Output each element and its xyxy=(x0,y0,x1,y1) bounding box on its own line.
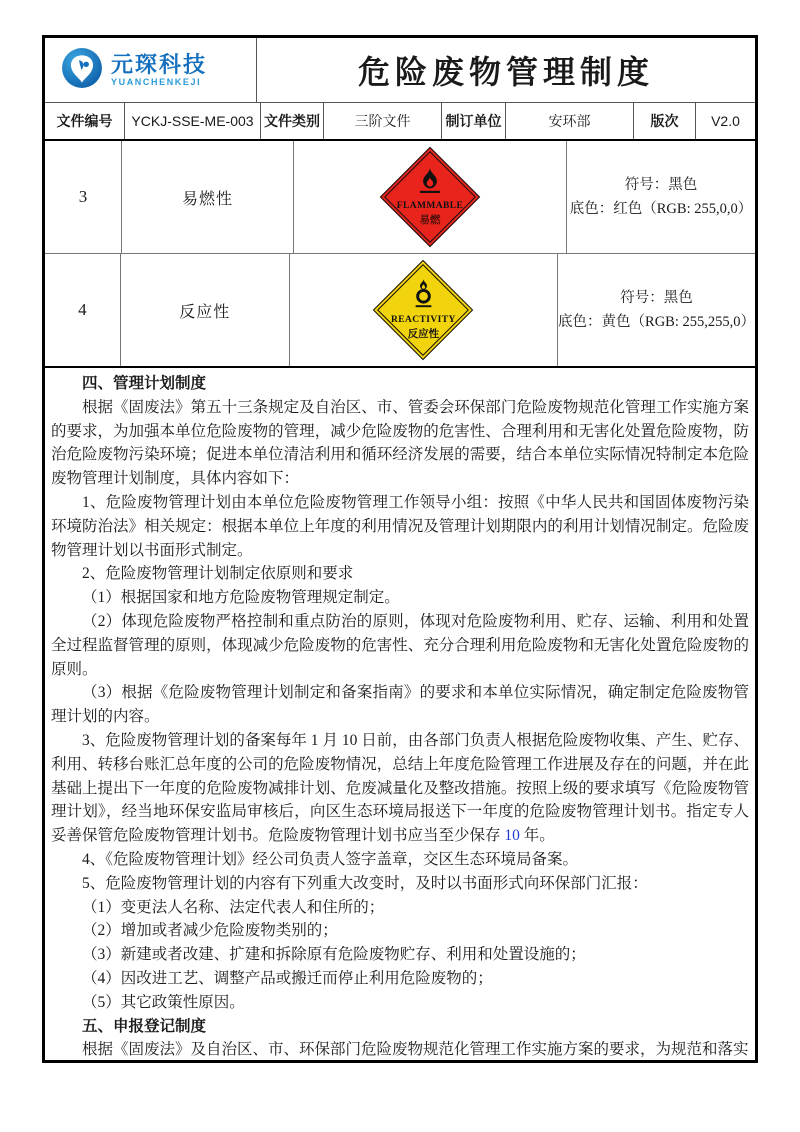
body-paragraph: （3）新建或者改建、扩建和拆除原有危险废物贮存、利用和处置设施的； xyxy=(82,946,586,964)
body-paragraph: 4、《危险废物管理计划》经公司负责人签字盖章，交区生态环境局备案。 xyxy=(82,850,579,868)
company-name-block xyxy=(111,51,208,87)
body-paragraph: （5）其它政策性原因。 xyxy=(82,993,245,1011)
body-paragraph: 根据《固废法》第五十三条规定及自治区、市、管委会环保部门危险废物规范化管理工作实施方案的要求，为加强本单位危险废物的管理，减少危险废物的危害性、合理利用和无害化处置危险废物，防治危险废物污染环境；促进本单位清洁利用和循环经济发展的需要，结合本单位实际情况特制定本危险废物管理计划制度，具体内容如下： xyxy=(51,398,749,488)
body-paragraph: 3、危险废物管理计划的备案每年 1 月 10 日前，由各部门负责人根据危险废物收集、产生、贮存、利用、转移台账汇总年度的公司的危险废物情况，总结上年度危险管理工作进展及存在的问题，并在此基础上提出下一年度的危险废物减排计划、危废减量化及整改措施。按照上级的要求填写《危险废物管理计划》，经当地环保安监局审核后，向区生态环境局报送下一年度的危险废物管理计划书。指定专人妥善保管危险废物管理计划书。危险废物管理计划书应当至少保存 10 年。 xyxy=(51,731,749,845)
flame-over-circle-icon xyxy=(410,279,437,314)
company-logo-icon xyxy=(61,47,103,94)
hazard-description-line: 底色：红色（RGB: 255,0,0） xyxy=(569,201,753,217)
body-paragraph: 5、危险废物管理计划的内容有下列重大改变时，及时以书面形式向环保部门汇报： xyxy=(82,874,648,892)
hazard-number: 4 xyxy=(45,254,121,366)
body-paragraph: （1）变更法人名称、法定代表人和住所的； xyxy=(82,898,385,916)
company-logo xyxy=(45,38,257,102)
table-row xyxy=(45,141,755,254)
section-heading: 四、管理计划制度 xyxy=(82,375,207,392)
hazard-description-line: 符号：黑色 xyxy=(624,177,698,193)
hazard-label-zh: 易燃 xyxy=(419,214,441,226)
hazard-description xyxy=(567,141,755,253)
hazard-name: 反应性 xyxy=(121,254,290,366)
meta-row xyxy=(45,103,755,141)
meta-value: YCKJ-SSE-ME-003 xyxy=(125,103,261,139)
document-body xyxy=(45,368,755,1060)
hazard-label-zh: 反应性 xyxy=(407,329,440,340)
flame-icon xyxy=(414,168,446,200)
body-paragraph: 根据《固废法》及自治区、市、环保部门危险废物规范化管理工作实施方案的要求，为规范和落实 xyxy=(82,1041,749,1059)
body-paragraph: （2）体现危险废物严格控制和重点防治的原则，体现对危险废物利用、贮存、运输、利用和处置全过程监督管理的原则，体现减少危险废物的危害性、充分合理利用危险废物和无害化处置危险废物的原则。 xyxy=(51,612,749,678)
body-paragraph: （1）根据国家和地方危险废物管理规定制定。 xyxy=(82,589,400,607)
hazard-description xyxy=(558,254,755,366)
hazard-description-line: 符号：黑色 xyxy=(620,290,693,306)
meta-label: 文件编号 xyxy=(45,103,125,139)
document-frame xyxy=(42,35,758,1063)
hazard-table xyxy=(45,141,755,368)
diamond-content xyxy=(378,145,482,249)
meta-value: 安环部 xyxy=(506,103,634,139)
meta-value: V2.0 xyxy=(711,113,740,129)
meta-value: 三阶文件 xyxy=(324,103,442,139)
diamond-content xyxy=(371,258,475,362)
body-paragraph: （4）因改进工艺、调整产品或搬迁而停止利用危险废物的； xyxy=(82,969,493,987)
hazard-diamond xyxy=(378,145,482,249)
company-name: 元琛科技 xyxy=(111,51,208,77)
hazard-symbol-cell xyxy=(294,141,567,253)
section-heading: 五、申报登记制度 xyxy=(82,1017,207,1035)
body-paragraph: （2）增加或者减少危险废物类别的； xyxy=(82,922,338,940)
body-paragraph: （3）根据《危险废物管理计划制定和备案指南》的要求和本单位实际情况，确定制定危险废物管理计划的内容。 xyxy=(51,684,749,726)
meta-label: 文件类别 xyxy=(261,103,324,139)
company-name-en: YUANCHENKEJI xyxy=(111,76,202,87)
hazard-name: 易燃性 xyxy=(122,141,294,253)
header xyxy=(45,38,755,103)
meta-label: 版次 xyxy=(634,103,696,139)
hazard-diamond xyxy=(371,258,475,362)
page-title: 危险废物管理制度 xyxy=(357,54,654,90)
body-paragraph: 1、危险废物管理计划由本单位危险废物管理工作领导小组：按照《中华人民共和国固体废物污染环境防治法》相关规定：根据本单位上年度的利用情况及管理计划期限内的利用计划情况制定。危险废物管理计划以书面形式制定。 xyxy=(51,493,749,559)
meta-label: 制订单位 xyxy=(442,103,506,139)
highlighted-number: 10 xyxy=(504,827,520,845)
hazard-symbol-cell xyxy=(290,254,558,366)
body-paragraph: 2、危险废物管理计划制定依原则和要求 xyxy=(82,565,354,583)
hazard-description-line: 底色：黄色（RGB: 255,255,0） xyxy=(558,314,755,330)
hazard-number: 3 xyxy=(45,141,122,253)
table-row xyxy=(45,254,755,368)
hazard-label-en: REACTIVITY xyxy=(391,315,456,325)
hazard-label-en: FLAMMABLE xyxy=(396,200,464,211)
